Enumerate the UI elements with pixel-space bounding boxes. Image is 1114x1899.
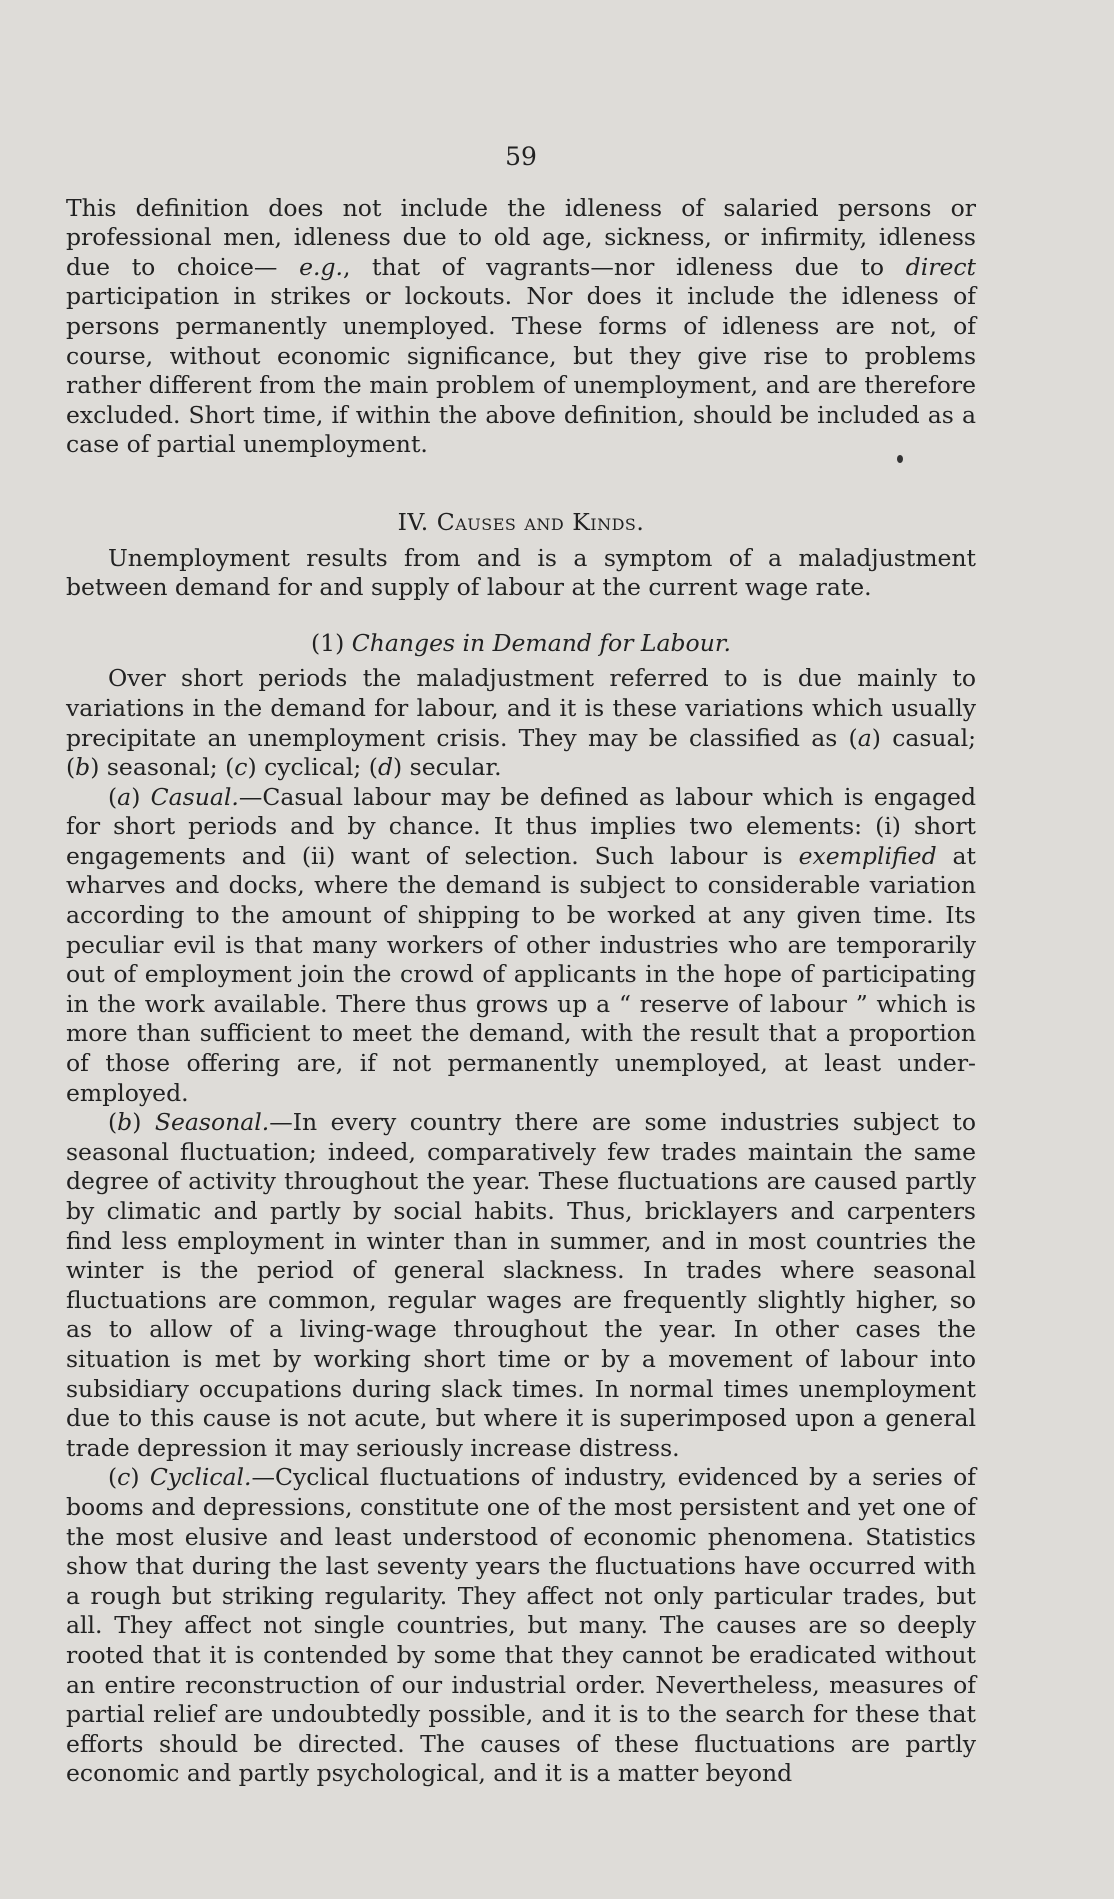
seasonal-paragraph: (b) Seasonal.—In every country there are some industries subject to seasonal fluctuation; indeed, comparatively few trades maintain the same degree of activity throughout the year. These fluctuations are caused partly by climatic and partly by social habits. Thus, bricklayers and carpenters find less employment in winter than in summer, and in most countries the winter is the period of general slackness. In trades where seasonal fluctuations are common, regular wages are frequently slightly higher, so as to allow of a living-wage throughout the year. In other cases the situation is met by working short time or by a movement of labour into subsidiary occupations during slack times. In normal times unemployment due to this cause is not acute, but where it is superimposed upon a general trade depression it may seriously increase distress. (66, 1108, 976, 1462)
text-body (66, 142, 976, 1789)
casual-term: Casual. (150, 782, 239, 811)
section-title: Causes and Kinds. (436, 507, 645, 536)
cyclical-term: Cyclical. (149, 1463, 252, 1492)
section-heading (66, 508, 976, 538)
seasonal-term: Seasonal. (154, 1108, 270, 1137)
page-number: 59 (505, 142, 537, 171)
casual-paragraph: (a) Casual.—Casual labour may be defined as labour which is engaged for short periods and by chance. It thus implies two elements: (i) short engagements and (ii) want of selection. Such labour is exemplified at wharves and docks, where the demand is subject to considerable variation according to the amount of shipping to be worked at any given time. Its peculiar evil is that many workers of other industries who are temporarily out of employment join the crowd of applicants in the hope of participating in the work available. There thus grows up a “ reserve of labour ” which is more than sufficient to meet the demand, with the result that a proportion of those offering are, if not permanently unemployed, at least under-employed. (66, 782, 976, 1107)
subsection-heading (66, 629, 976, 659)
section-numeral: IV. (397, 507, 429, 536)
section-intro-paragraph: Unemployment results from and is a symptom of a maladjustment between demand for and supply of labour at the current wage rate. (66, 543, 976, 602)
subsection-title: Changes in Demand for Labour. (351, 628, 731, 657)
intro-paragraph: This definition does not include the idleness of salaried persons or professional men, idleness due to old age, sickness, or infirmity, idleness due to choice— e.g., that of vagrants—nor idleness due to direct participation in strikes or lockouts. Nor does it include the idleness of persons permanently unemployed. These forms of idleness are not, of course, without economic significance, but they give rise to problems rather different from the main problem of unemployment, and are therefore excluded. Short time, if within the above definition, should be included as a case of partial unemployment. (66, 193, 976, 459)
cyclical-paragraph: (c) Cyclical.—Cyclical fluctuations of industry, evidenced by a series of booms and depressions, constitute one of the most persistent and yet one of the most elusive and least understood of economic phenomena. Statistics show that during the last seventy years the fluctuations have occurred with a rough but striking regularity. They affect not only particular trades, but all. They affect not single countries, but many. The causes are so deeply rooted that it is contended by some that they cannot be eradicated without an entire reconstruction of our industrial order. Nevertheless, measures of partial relief are undoubtedly possible, and it is to the search for these that efforts should be directed. The causes of these fluctuations are partly economic and partly psychological, and it is a matter beyond (66, 1463, 977, 1788)
demand-paragraph: Over short periods the maladjustment referred to is due mainly to variations in the demand for labour, and it is these variations which usually precipitate an unemployment crisis. They may be classified as (a) casual; (b) seasonal; (c) cyclical; (d) secular. (66, 664, 976, 782)
subsection-number: (1) (311, 628, 345, 657)
